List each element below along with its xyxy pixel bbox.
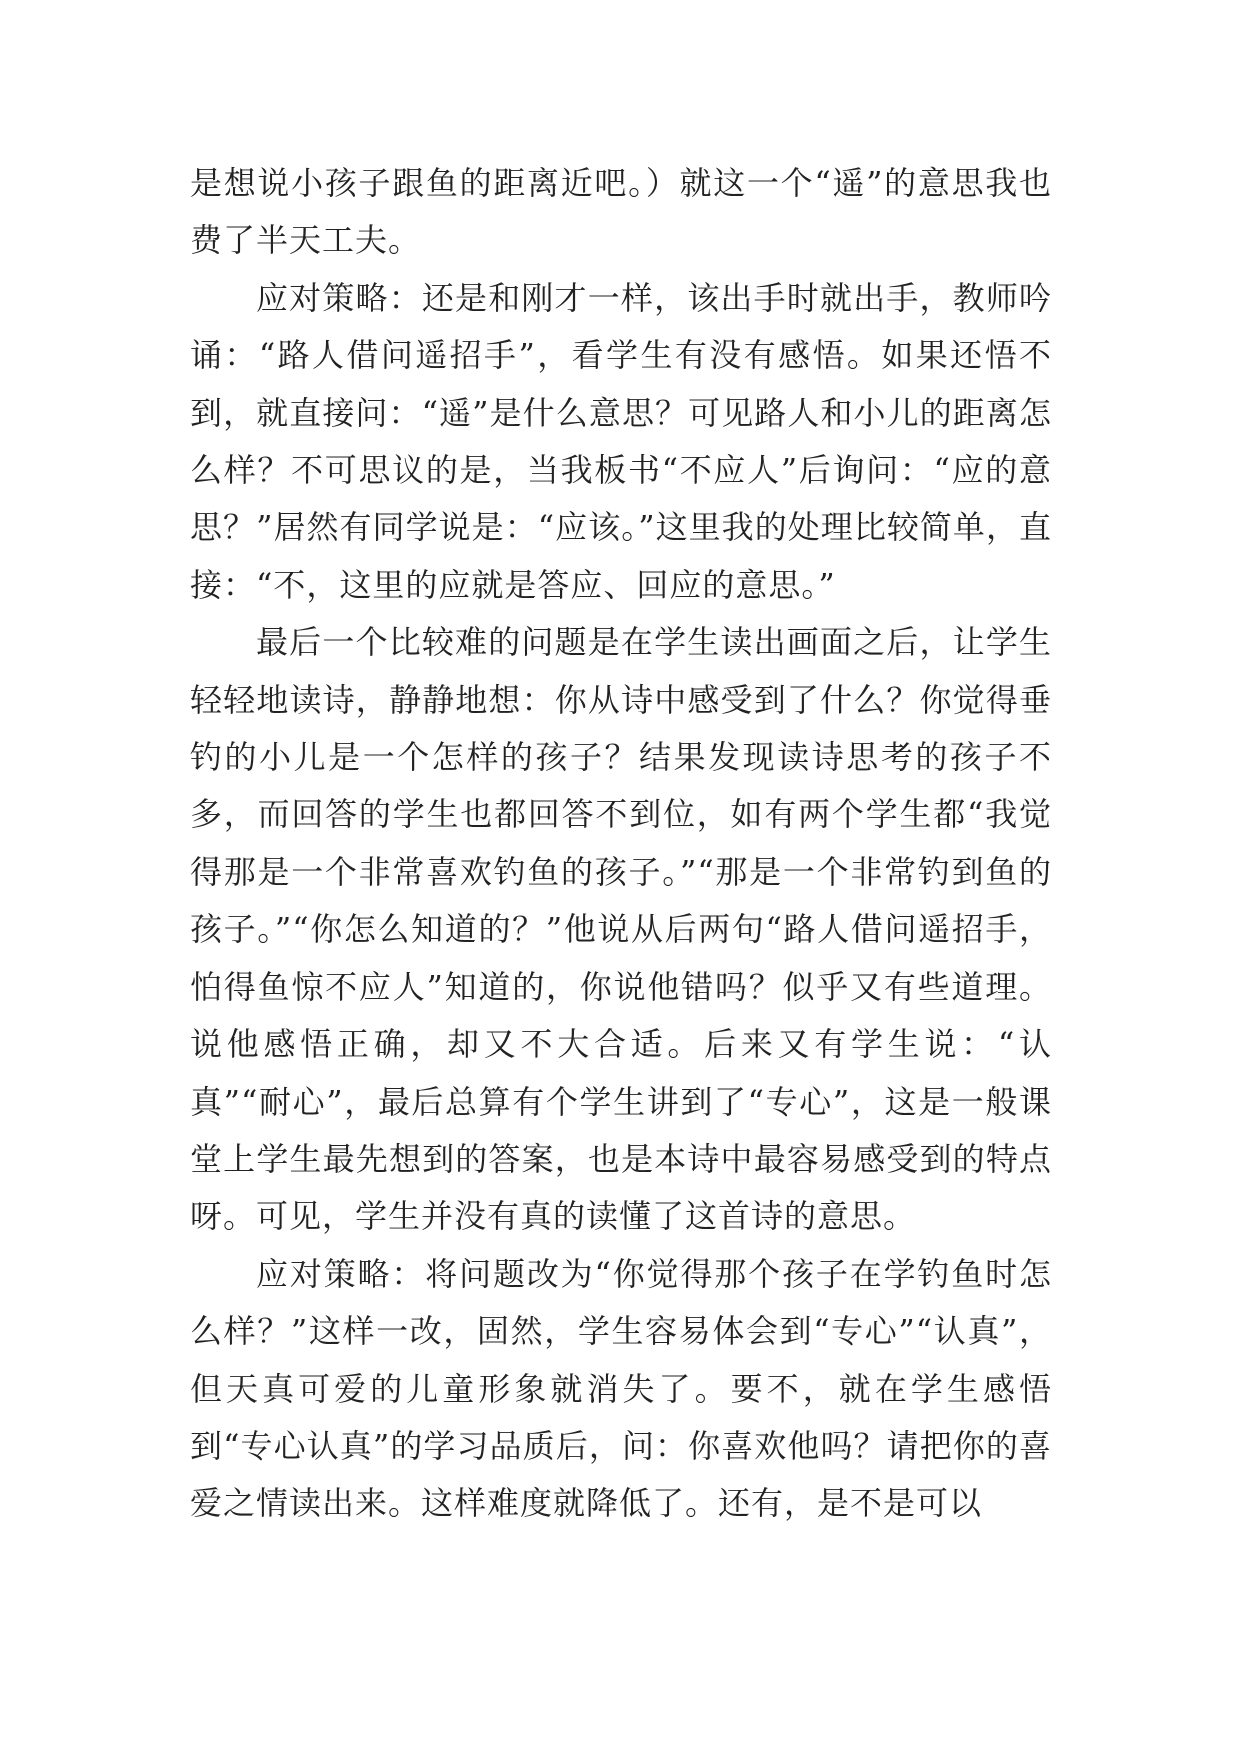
paragraph-2: 应对策略：还是和刚才一样，该出手时就出手，教师吟诵：“路人借问遥招手”，看学生有没有感悟。如果还悟不到，就直接问：“遥”是什么意思？可见路人和小儿的距离怎么样？不可思议的是，当我板书“不应人”后询问：“应的意思？”居然有同学说是：“应该。”这里我的处理比较简单，直接：“不，这里的应就是答应、回应的意思。” bbox=[190, 278, 1052, 604]
document-body bbox=[190, 155, 1052, 1533]
paragraph-3: 最后一个比较难的问题是在学生读出画面之后，让学生轻轻地读诗，静静地想：你从诗中感受到了什么？你觉得垂钓的小儿是一个怎样的孩子？结果发现读诗思考的孩子不多，而回答的学生也都回答不到位，如有两个学生都“我觉得那是一个非常喜欢钓鱼的孩子。”“那是一个非常钓到鱼的孩子。”“你怎么知道的？”他说从后两句“路人借问遥招手，怕得鱼惊不应人”知道的，你说他错吗？似乎又有些道理。说他感悟正确，却又不大合适。后来又有学生说：“认真”“耐心”，最后总算有个学生讲到了“专心”，这是一般课堂上学生最先想到的答案，也是本诗中最容易感受到的特点呀。可见，学生并没有真的读懂了这首诗的意思。 bbox=[190, 623, 1052, 1236]
paragraph-4: 应对策略：将问题改为“你觉得那个孩子在学钓鱼时怎么样？”这样一改，固然，学生容易体会到“专心”“认真”，但天真可爱的儿童形象就消失了。要不，就在学生感悟到“专心认真”的学习品质后，问：你喜欢他吗？请把你的喜爱之情读出来。这样难度就降低了。还有，是不是可以 bbox=[190, 1254, 1052, 1523]
paragraph-1: 是想说小孩子跟鱼的距离近吧。）就这一个“遥”的意思我也费了半天工夫。 bbox=[190, 164, 1052, 260]
